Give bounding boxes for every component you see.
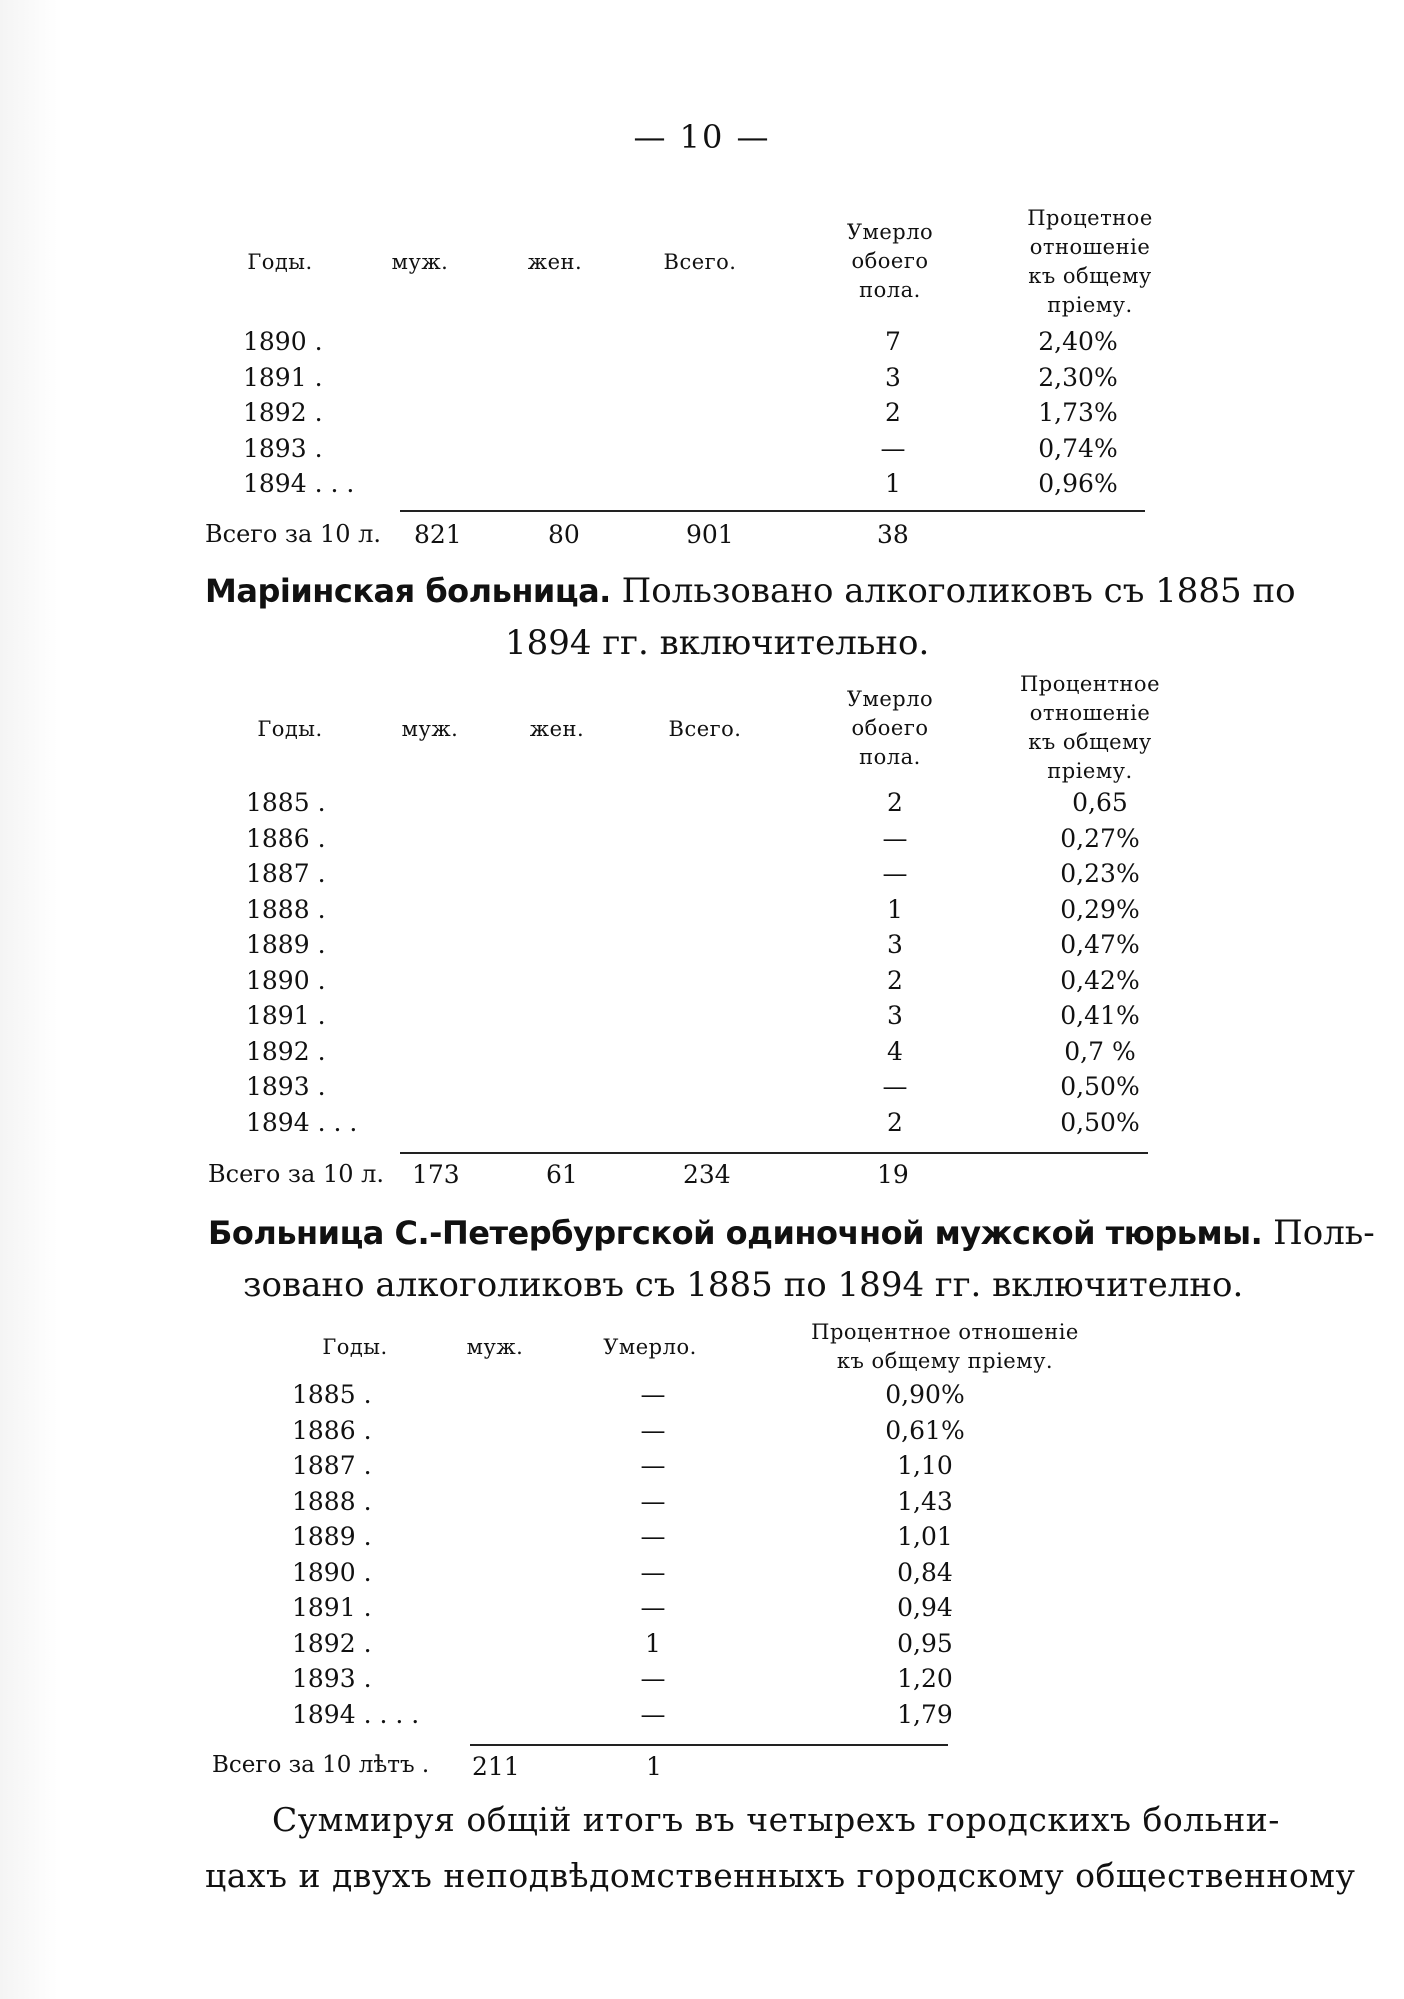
page-number: — 10 — [633, 118, 771, 156]
header-line: обоего [851, 716, 929, 740]
header-line: обоего [851, 249, 929, 273]
cell-percent: 0,23% [1060, 859, 1140, 888]
cell-died: — [640, 1664, 666, 1693]
header-line: Умерло [846, 220, 934, 244]
cell-percent: 0,47% [1060, 930, 1140, 959]
cell-percent: 0,74% [1038, 433, 1118, 463]
totals-men: 173 [412, 1160, 460, 1189]
cell-percent: 0,65 [1072, 788, 1128, 817]
cell-died: — [640, 1451, 666, 1480]
totals-women: 80 [548, 520, 580, 549]
table-3-header-men: муж. [466, 1335, 524, 1359]
cell-died: 7 [885, 327, 901, 356]
cell-year: 1894 . . . . [292, 1699, 420, 1729]
table-1-header-men: муж. [391, 250, 449, 274]
cell-died: 3 [887, 1001, 903, 1030]
section-heading-mariinskaya-line-2: 1894 гг. включительно. [505, 623, 930, 663]
table-2-sum-rule [400, 1152, 1148, 1154]
totals-label: Всего за 10 лѣтъ . [212, 1752, 430, 1778]
cell-died: — [640, 1557, 666, 1587]
cell-year: 1890 . [246, 965, 326, 995]
cell-died: 4 [887, 1036, 903, 1066]
cell-percent: 0,94 [897, 1593, 953, 1622]
totals-total: 234 [683, 1160, 731, 1189]
cell-year: 1888 . [246, 894, 326, 924]
cell-died: — [640, 1415, 666, 1445]
section-heading-prison-hospital-line-2: зовано алкоголиковъ съ 1885 по 1894 гг. включително. [243, 1265, 1244, 1305]
cell-died: 1 [885, 469, 901, 498]
totals-died: 1 [646, 1752, 662, 1781]
header-line: Умерло [846, 687, 934, 711]
header-line: Процетное [1027, 206, 1153, 230]
totals-women: 61 [546, 1160, 578, 1189]
header-line: пола. [859, 278, 921, 302]
cell-year: 1891 . [292, 1593, 372, 1622]
cell-died: 1 [887, 894, 903, 924]
cell-percent: 0,50% [1060, 1107, 1140, 1137]
table-1-sum-rule [400, 510, 1145, 512]
cell-percent: 0,95 [897, 1628, 953, 1658]
cell-year: 1894 . . . [243, 469, 355, 498]
cell-year: 1889 . [246, 930, 326, 959]
table-1-header-percent [1010, 204, 1170, 320]
cell-year: 1885 . [246, 788, 326, 817]
cell-percent: 1,20 [897, 1664, 953, 1693]
cell-percent: 0,96% [1038, 469, 1118, 498]
heading-line-1-rest: Поль- [1273, 1213, 1375, 1253]
cell-percent: 0,7 % [1064, 1036, 1136, 1066]
table-1-header-total: Всего. [663, 250, 737, 274]
cell-died: 2 [887, 965, 903, 995]
table-1-header-women: жен. [527, 250, 583, 274]
totals-men: 821 [414, 520, 462, 549]
cell-year: 1886 . [292, 1415, 372, 1445]
cell-year: 1894 . . . [246, 1107, 358, 1137]
cell-percent: 0,29% [1060, 894, 1140, 924]
cell-percent: 0,42% [1060, 965, 1140, 995]
cell-percent: 1,01 [897, 1522, 953, 1551]
section-heading-mariinskaya [205, 568, 1296, 614]
header-line: Процентное отношеніе [811, 1320, 1079, 1344]
paragraph-line-2: цахъ и двухъ неподвѣдомственныхъ городскому общественному [205, 1856, 1356, 1895]
cell-percent: 1,79 [897, 1699, 953, 1729]
cell-percent: 1,43 [897, 1486, 953, 1516]
table-3-header-year: Годы. [322, 1335, 388, 1359]
cell-percent: 0,50% [1060, 1072, 1140, 1101]
cell-year: 1893 . [246, 1072, 326, 1101]
heading-line-1: Пользовано алкоголиковъ съ 1885 по [621, 571, 1296, 611]
table-2-header-died [815, 685, 965, 772]
cell-died: 3 [887, 930, 903, 959]
cell-percent: 1,73% [1038, 398, 1118, 427]
totals-total: 901 [686, 520, 734, 549]
cell-year: 1888 . [292, 1486, 372, 1516]
cell-died: — [640, 1593, 666, 1622]
cell-percent: 2,40% [1038, 327, 1118, 356]
table-1-header-died [815, 218, 965, 305]
table-3-header-percent [790, 1318, 1100, 1376]
cell-died: 3 [885, 362, 901, 392]
totals-label: Всего за 10 л. [208, 1160, 385, 1188]
cell-died: 2 [887, 1107, 903, 1137]
header-line: пріему. [1047, 293, 1133, 317]
cell-year: 1891 . [246, 1001, 326, 1030]
table-2-header-percent [1010, 670, 1170, 786]
header-line: къ общему пріему. [836, 1349, 1054, 1373]
cell-died: — [640, 1380, 666, 1409]
cell-year: 1890 . [243, 327, 323, 356]
cell-year: 1891 . [243, 362, 323, 392]
totals-men: 211 [472, 1752, 520, 1781]
table-3-header-died: Умерло. [603, 1335, 697, 1359]
heading-bold: Больница С.-Петербургской одиночной мужской тюрьмы. [208, 1214, 1263, 1252]
cell-percent: 0,41% [1060, 1001, 1140, 1030]
cell-year: 1892 . [243, 398, 323, 427]
cell-year: 1893 . [292, 1664, 372, 1693]
table-2-header-men: муж. [401, 717, 459, 741]
totals-label: Всего за 10 л. [205, 520, 382, 548]
cell-died: 1 [645, 1628, 661, 1658]
header-line: пола. [859, 745, 921, 769]
cell-year: 1885 . [292, 1380, 372, 1409]
cell-died: 2 [885, 398, 901, 427]
cell-percent: 2,30% [1038, 362, 1118, 392]
header-line: къ общему [1028, 264, 1152, 288]
cell-died: — [882, 859, 908, 888]
header-line: отношеніе [1029, 235, 1151, 259]
table-1-header-year: Годы. [247, 250, 313, 274]
cell-year: 1887 . [292, 1451, 372, 1480]
cell-died: — [880, 433, 906, 463]
section-heading-prison-hospital [208, 1210, 1375, 1256]
table-2-header-women: жен. [529, 717, 585, 741]
cell-died: 2 [887, 788, 903, 817]
cell-died: — [882, 1072, 908, 1101]
header-line: къ общему [1028, 730, 1152, 754]
cell-year: 1892 . [246, 1036, 326, 1066]
header-line: Процентное [1019, 672, 1160, 696]
cell-year: 1887 . [246, 859, 326, 888]
paragraph-line-1: Суммируя общій итогъ въ четырехъ городскихъ больни- [272, 1800, 1280, 1839]
cell-percent: 0,61% [885, 1415, 965, 1445]
cell-died: — [882, 823, 908, 853]
header-line: пріему. [1047, 759, 1133, 783]
cell-year: 1893 . [243, 433, 323, 463]
cell-percent: 0,84 [897, 1557, 953, 1587]
cell-percent: 1,10 [897, 1451, 953, 1480]
heading-bold: Маріинская больница. [205, 572, 611, 610]
cell-year: 1890 . [292, 1557, 372, 1587]
cell-year: 1892 . [292, 1628, 372, 1658]
cell-died: — [640, 1522, 666, 1551]
header-line: отношеніе [1029, 701, 1151, 725]
cell-died: — [640, 1699, 666, 1729]
cell-percent: 0,27% [1060, 823, 1140, 853]
cell-died: — [640, 1486, 666, 1516]
cell-year: 1886 . [246, 823, 326, 853]
totals-died: 19 [877, 1160, 909, 1189]
table-3-sum-rule [470, 1744, 948, 1746]
table-2-header-year: Годы. [257, 717, 323, 741]
table-2-header-total: Всего. [668, 717, 742, 741]
page-edge-shadow [0, 0, 58, 1999]
cell-percent: 0,90% [885, 1380, 965, 1409]
cell-year: 1889 . [292, 1522, 372, 1551]
totals-died: 38 [877, 520, 909, 549]
